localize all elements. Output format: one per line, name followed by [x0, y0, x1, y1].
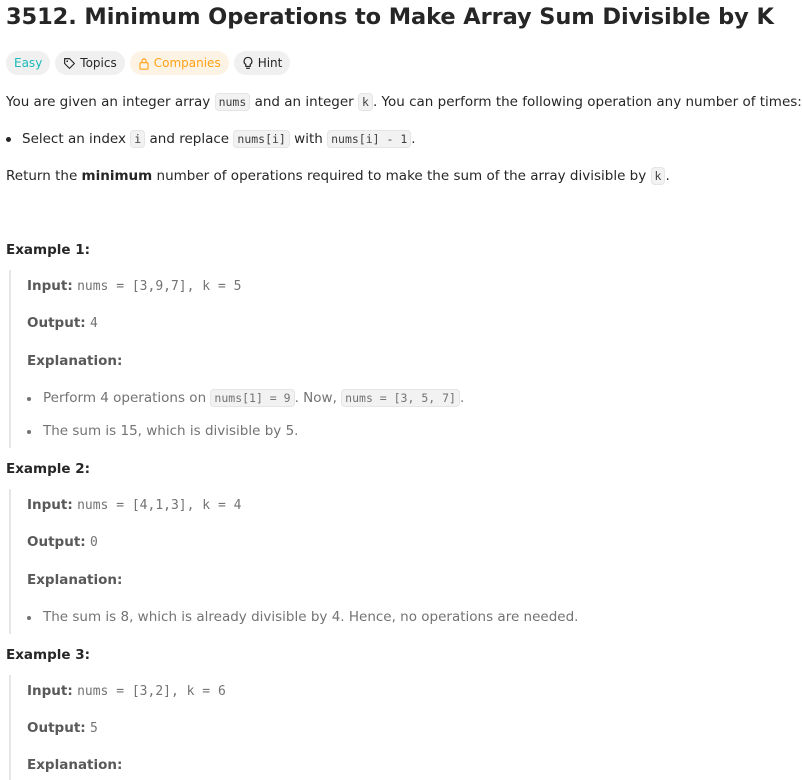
text: number of operations required to make the sum of the array divisible by — [152, 168, 651, 184]
inline-code: nums = [3, 5, 7] — [341, 389, 460, 407]
example-heading: Example 2: — [6, 461, 91, 477]
example-output — [27, 720, 98, 736]
inline-code: k — [358, 93, 373, 111]
topics-label: Topics — [80, 56, 117, 70]
text: Return the — [6, 168, 82, 184]
inline-code: nums[1] = 9 — [210, 389, 294, 407]
output-label: Output: — [27, 720, 86, 736]
bullet-dot — [27, 616, 31, 620]
text: and replace — [145, 131, 234, 147]
tag-row — [6, 51, 290, 75]
example-heading: Example 1: — [6, 242, 91, 258]
input-value: nums = [3,9,7], k = 5 — [77, 279, 242, 294]
inline-code: k — [651, 167, 666, 185]
example-block — [9, 270, 711, 448]
output-value: 4 — [89, 316, 98, 331]
inline-code: i — [130, 130, 145, 148]
text: . Now, — [294, 390, 342, 406]
list-item-text: The sum is 15, which is divisible by 5. — [43, 423, 299, 439]
example-input — [27, 683, 226, 699]
text: . — [411, 131, 416, 147]
example-heading: Example 3: — [6, 647, 91, 663]
input-value: nums = [3,2], k = 6 — [77, 684, 226, 699]
problem-title: 3512. Minimum Operations to Make Array Sum Divisible by K — [6, 4, 774, 30]
companies-button[interactable] — [130, 51, 229, 75]
list-item-text — [22, 129, 416, 149]
input-label: Input: — [27, 497, 73, 513]
output-value: 5 — [89, 721, 98, 736]
example-block — [9, 675, 711, 780]
topics-button[interactable] — [55, 51, 124, 75]
example-input — [27, 278, 241, 294]
input-label: Input: — [27, 278, 73, 294]
tag-icon — [63, 57, 76, 70]
output-label: Output: — [27, 534, 86, 550]
bold-text: minimum — [81, 168, 153, 184]
explanation-label: Explanation: — [27, 757, 123, 773]
text: . — [459, 390, 465, 406]
hint-label: Hint — [257, 56, 283, 70]
lock-icon — [138, 57, 150, 70]
text: and an integer — [250, 94, 359, 110]
output-label: Output: — [27, 315, 86, 331]
inline-code: nums[i] — [233, 130, 289, 148]
description-paragraph — [6, 92, 802, 112]
text: You are given an integer array — [6, 94, 215, 110]
list-item-text: The sum is 8, which is already divisible by 4. Hence, no operations are needed. — [43, 609, 579, 625]
difficulty-badge — [6, 51, 50, 75]
companies-label: Companies — [153, 56, 221, 70]
input-label: Input: — [27, 683, 73, 699]
hint-button[interactable] — [234, 51, 291, 75]
explanation-label: Explanation: — [27, 572, 123, 588]
example-explanation — [27, 353, 122, 369]
example-input — [27, 497, 241, 513]
bullet-dot — [27, 430, 31, 434]
text: with — [289, 131, 328, 147]
bullet-dot — [6, 137, 11, 142]
example-explanation — [27, 572, 122, 588]
text: . You can perform the following operation any number of times: — [372, 94, 802, 110]
example-output — [27, 534, 98, 550]
example-explanation — [27, 757, 122, 773]
inline-code: nums[i] - 1 — [327, 130, 411, 148]
text: . — [665, 168, 670, 184]
description-paragraph — [6, 166, 670, 186]
example-output — [27, 315, 98, 331]
inline-code: nums — [215, 93, 251, 111]
list-item-text — [43, 390, 464, 406]
text: Select an index — [22, 131, 131, 147]
example-block — [9, 489, 711, 634]
explanation-label: Explanation: — [27, 353, 123, 369]
text: Perform 4 operations on — [43, 390, 211, 406]
difficulty-label: Easy — [14, 56, 43, 70]
lightbulb-icon — [242, 56, 254, 70]
bullet-dot — [27, 397, 31, 401]
input-value: nums = [4,1,3], k = 4 — [77, 498, 242, 513]
output-value: 0 — [89, 535, 98, 550]
